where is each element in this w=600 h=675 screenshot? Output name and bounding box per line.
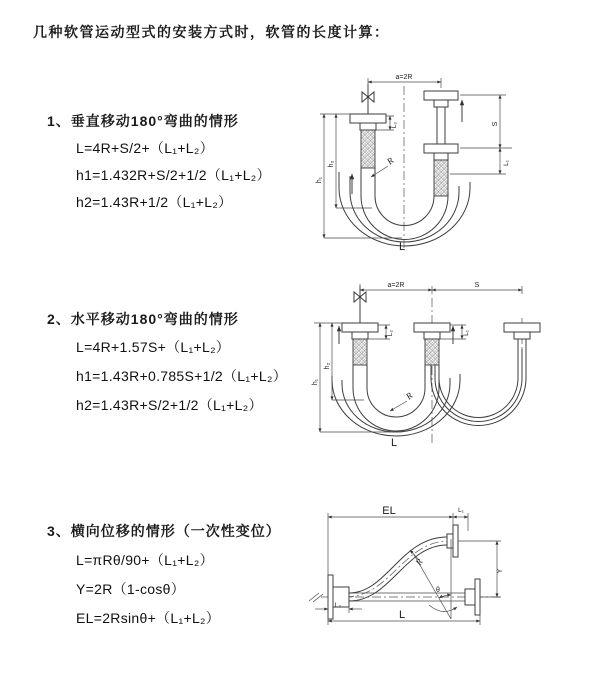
dim-label-h2: h₂ bbox=[324, 362, 331, 370]
lateral-displacement-diagram bbox=[301, 503, 586, 661]
section-2-formula-h2: h2=1.43R+S/2+1/2（L₁+L₂） bbox=[76, 397, 263, 413]
dimension-s bbox=[432, 282, 522, 290]
braided-hose-section bbox=[353, 339, 367, 365]
middle-end-fitting bbox=[414, 323, 450, 365]
section-2-formula-L: L=4R+1.57S+（L₁+L₂） bbox=[76, 339, 231, 355]
section-3-formula-Y: Y=2R（1-cosθ） bbox=[76, 581, 186, 597]
dim-label-s: S bbox=[492, 121, 499, 127]
radius-leader bbox=[390, 390, 415, 411]
section-3-heading: 3、横向位移的情形（一次性变位） bbox=[47, 523, 281, 539]
angle-arc bbox=[439, 595, 451, 598]
dim-label-h1: h₁ bbox=[316, 176, 323, 184]
section-2-formula-h1: h1=1.43R+0.785S+1/2（L₁+L₂） bbox=[76, 368, 287, 384]
hose-u-loop bbox=[339, 168, 470, 246]
left-end-fitting bbox=[342, 286, 378, 365]
section-3-formula-L: L=πRθ/90+（L₁+L₂） bbox=[76, 552, 214, 568]
braided-hose-section bbox=[434, 160, 448, 196]
dim-label-l2: L₂ bbox=[387, 329, 394, 337]
section-2-heading: 2、水平移动180°弯曲的情形 bbox=[47, 311, 239, 327]
dim-label-theta: θ bbox=[436, 587, 440, 594]
dim-label-r: R bbox=[413, 556, 425, 568]
dim-label-l1: L₁ bbox=[503, 160, 510, 166]
dimension-l1 bbox=[500, 148, 510, 174]
dim-label-r: R bbox=[384, 155, 396, 167]
section-3-formula-EL: EL=2Rsinθ+（L₁+L₂） bbox=[76, 610, 221, 626]
dim-label-el: EL bbox=[382, 505, 396, 517]
dim-label-l2: L₂ bbox=[334, 602, 342, 609]
dim-label-a2r: a=2R bbox=[387, 282, 405, 289]
dim-label-l-total: L bbox=[398, 609, 406, 621]
dim-label-l1: L₁ bbox=[463, 330, 470, 336]
right-end-fitting bbox=[424, 91, 458, 196]
dim-label-l1: L₁ bbox=[458, 507, 464, 514]
dim-label-h1: h₁ bbox=[312, 378, 319, 386]
section-1-heading: 1、垂直移动180°弯曲的情形 bbox=[47, 113, 239, 129]
centerline-break-mark bbox=[309, 593, 323, 602]
braided-hose-section bbox=[361, 130, 375, 168]
left-end-fitting bbox=[328, 575, 349, 619]
dim-label-s: S bbox=[474, 282, 480, 289]
hose-u-loop-right bbox=[431, 348, 526, 426]
horizontal-180-bend-diagram bbox=[308, 280, 588, 452]
dimension-l-total bbox=[328, 599, 480, 625]
section-1-formula-h2: h2=1.43R+1/2（L₁+L₂） bbox=[76, 194, 233, 210]
dim-label-a2r: a=2R bbox=[395, 74, 413, 81]
dimension-a-2r bbox=[368, 74, 441, 90]
section-1-formula-h1: h1=1.432R+S/2+1/2（L₁+L₂） bbox=[76, 167, 271, 183]
moved-end-fitting bbox=[504, 323, 540, 350]
dimension-l2 bbox=[315, 602, 362, 613]
dimension-a-2r bbox=[360, 282, 522, 294]
centerline bbox=[432, 298, 522, 446]
braided-hose-section bbox=[425, 339, 439, 365]
vertical-180-bend-diagram bbox=[314, 70, 519, 256]
dim-label-h2: h₂ bbox=[328, 160, 335, 168]
construction-lines bbox=[413, 539, 457, 619]
section-1-formula-L: L=4R+S/2+（L₁+L₂） bbox=[76, 140, 214, 156]
dim-label-l2: L₂ bbox=[391, 121, 398, 129]
swing-arc bbox=[429, 605, 457, 612]
left-end-fitting bbox=[350, 84, 386, 168]
dim-label-y: Y bbox=[497, 568, 504, 574]
dim-label-l-total: L bbox=[398, 241, 406, 253]
dim-label-r: R bbox=[403, 390, 415, 402]
dim-label-l-total: L bbox=[390, 437, 398, 449]
page-title: 几种软管运动型式的安装方式时，软管的长度计算： bbox=[33, 24, 390, 40]
